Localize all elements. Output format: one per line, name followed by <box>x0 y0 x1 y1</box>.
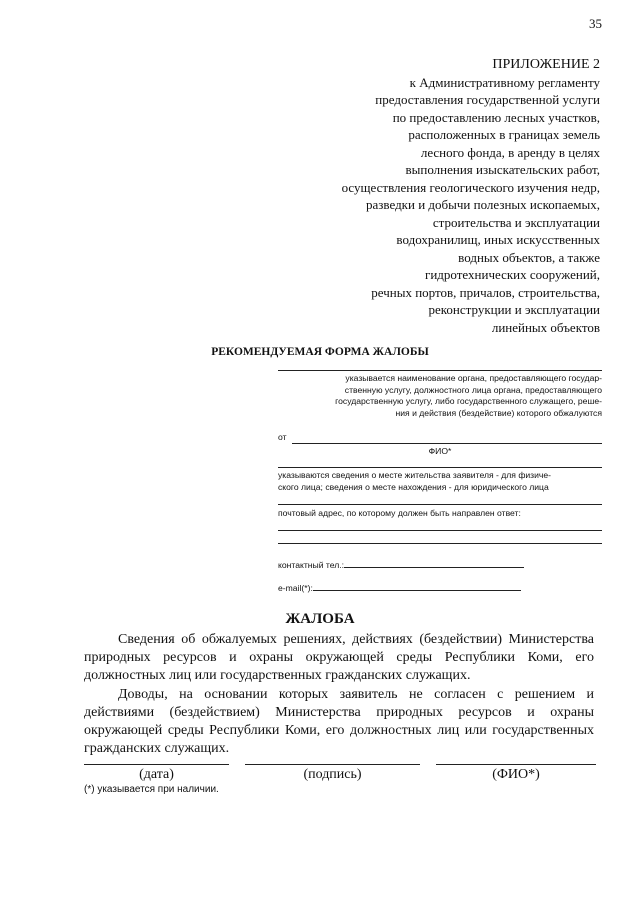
appendix-line: реконструкции и эксплуатации <box>428 302 600 317</box>
complaint-paragraph-1: Сведения об обжалуемых решениях, действиях (бездействии) Министерства природных ресурсов и охраны окружающей среды Республики Коми, его должностных лиц или государственных гражданских служащих. <box>84 632 594 683</box>
signature-label: (подпись) <box>303 767 362 782</box>
appendix-line: лесного фонда, в аренду в целях <box>420 144 600 160</box>
fio-label: ФИО* <box>428 446 452 456</box>
organ-line[interactable] <box>278 370 602 371</box>
fio-signature-line[interactable] <box>436 764 596 765</box>
postal-line-1[interactable] <box>278 530 602 531</box>
date-line[interactable] <box>84 764 229 765</box>
phone-input-line[interactable] <box>344 558 524 568</box>
from-label: от <box>278 432 287 442</box>
appendix-line: разведки и добычи полезных ископаемых, <box>366 197 600 212</box>
email-label: e-mail(*): <box>278 583 313 593</box>
residence-line[interactable] <box>278 467 602 468</box>
complaint-paragraph-2: Доводы, на основании которых заявитель не согласен с решением и действиями (бездействием) Министерства природных ресурсов и охраны окружающей среды Республики Коми, его должностных лиц или государственных гражданских служащих. <box>84 687 594 756</box>
page-number: 35 <box>589 16 602 31</box>
postal-top-line[interactable] <box>278 504 602 505</box>
phone-row <box>278 558 602 570</box>
residence-hint <box>278 470 602 493</box>
appendix-line: линейных объектов <box>491 319 600 335</box>
appendix-line: водных объектов, а также <box>458 249 600 265</box>
postal-label: почтовый адрес, по которому должен быть направлен ответ: <box>278 508 521 518</box>
appendix-line: предоставления государственной услуги <box>375 92 600 107</box>
postal-line-2[interactable] <box>278 543 602 544</box>
email-input-line[interactable] <box>313 581 521 591</box>
fio-signature-label: (ФИО*) <box>492 767 540 782</box>
complaint-title: ЖАЛОБА <box>285 611 355 627</box>
organ-hint-line: ственную услугу, должностного лица органа, предоставляющего <box>344 384 602 395</box>
appendix-line: гидротехнических сооружений, <box>425 267 600 282</box>
appendix-line: строительства и эксплуатации <box>432 214 600 230</box>
form-heading: РЕКОМЕНДУЕМАЯ ФОРМА ЖАЛОБЫ <box>211 346 429 358</box>
fio-line[interactable] <box>292 443 602 444</box>
email-row <box>278 581 602 593</box>
appendix-line: осуществления геологического изучения недр, <box>341 179 600 195</box>
appendix-line: речных портов, причалов, строительства, <box>371 284 600 300</box>
signature-line[interactable] <box>245 764 420 765</box>
footnote: (*) указывается при наличии. <box>84 784 219 795</box>
appendix-line: к Административному регламенту <box>409 74 600 90</box>
residence-hint-line: ского лица; сведения о месте нахождения - для юридического лица <box>278 481 549 492</box>
appendix-line: выполнения изыскательских работ, <box>405 162 600 177</box>
organ-hint-line: государственную услугу, либо государственного служащего, реше- <box>335 396 602 406</box>
residence-hint-line: указываются сведения о месте жительства заявителя - для физиче- <box>278 470 552 480</box>
phone-label: контактный тел.: <box>278 560 345 570</box>
appendix-line: расположенных в границах земель <box>408 127 600 142</box>
appendix-line: водохранилищ, иных искусственных <box>396 232 600 247</box>
organ-hint <box>278 373 602 419</box>
appendix-line: по предоставлению лесных участков, <box>392 109 600 125</box>
organ-hint-line: указывается наименование органа, предоставляющего государ- <box>345 373 602 383</box>
organ-hint-line: ния и действия (бездействие) которого обжалуются <box>395 407 602 418</box>
appendix-title: ПРИЛОЖЕНИЕ 2 <box>492 57 600 72</box>
appendix-block <box>220 56 600 336</box>
date-label: (дата) <box>139 767 174 782</box>
